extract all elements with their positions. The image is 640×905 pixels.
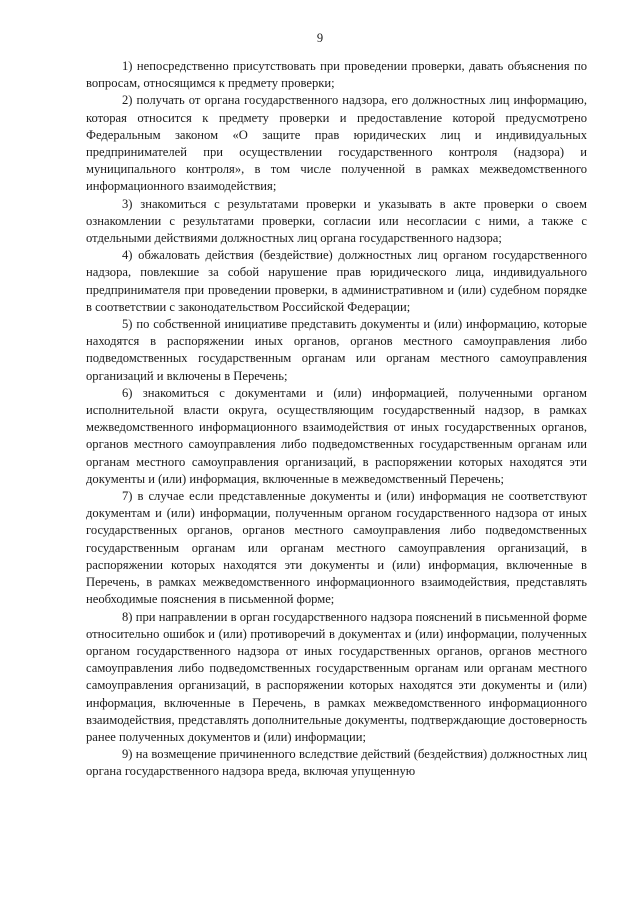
list-item-3: 3) знакомиться с результатами проверки и указывать в акте проверки о своем ознакомлении с результатами проверки, согласии или несогласии с ними, а также с отдельными действиями должностных лиц органа государственного надзора; <box>86 196 587 246</box>
list-item-9: 9) на возмещение причиненного вследствие действий (бездействия) должностных лиц органа государственного надзора вреда, включая упущенную <box>86 747 587 779</box>
page-number: 9 <box>316 31 324 45</box>
list-item-8: 8) при направлении в орган государственного надзора пояснений в письменной форме относительно ошибок и (или) противоречий в документах и (или) информации, полученных органом государственного надзора от иных государственных органов, органов местного самоуправления либо подведомственных государственным органам или органам местного самоуправления организаций, в распоряжении которых находятся эти документы и (или) информация, включенные в Перечень, в рамках межведомственного информационного взаимодействия, представлять дополнительные документы, подтверждающие достоверность ранее полученных документов и (или) информации; <box>86 609 587 744</box>
list-item-2: 2) получать от органа государственного надзора, его должностных лиц информацию, которая относится к предмету проверки и предоставление которой предусмотрено Федеральным законом «О защите прав юридических лиц и индивидуальных предпринимателей при осуществлении государственного контроля (надзора) и муниципального контроля», в том числе полученной в рамках межведомственного информационного взаимодействия; <box>86 93 587 194</box>
list-item-1: 1) непосредственно присутствовать при проведении проверки, давать объяснения по вопросам, относящимся к предмету проверки; <box>86 59 587 91</box>
list-item-7: 7) в случае если представленные документы и (или) информация не соответствуют документам и (или) информации, полученным органом государственного надзора от иных государственных органов, органов местного самоуправления либо подведомственных государственным органам или органам местного самоуправления организаций, в распоряжении которых находятся эти документы и (или) информация, включенные в Перечень, в рамках межведомственного информационного взаимодействия, представлять необходимые пояснения в письменной форме; <box>86 489 587 607</box>
list-item-6: 6) знакомиться с документами и (или) информацией, полученными органом исполнительной власти округа, осуществляющим государственный надзор, в рамках межведомственного информационного взаимодействия от иных государственных органов, органов местного самоуправления либо подведомственных государственным органам или органам местного самоуправления организаций, в распоряжении которых находятся эти документы и (или) информация, включенные в межведомственный Перечень; <box>86 385 587 486</box>
list-item-4: 4) обжаловать действия (бездействие) должностных лиц органом государственного надзора, повлекшие за собой нарушение прав юридического лица, индивидуального предпринимателя при проведении проверки, в административном и (или) судебном порядке в соответствии с законодательством Российской Федерации; <box>86 248 587 314</box>
document-body <box>86 58 587 781</box>
list-item-5: 5) по собственной инициативе представить документы и (или) информацию, которые находятся в распоряжении иных органов, органов местного самоуправления либо подведомственных государственным органам или органам местного самоуправления организаций и включены в Перечень; <box>86 317 587 383</box>
